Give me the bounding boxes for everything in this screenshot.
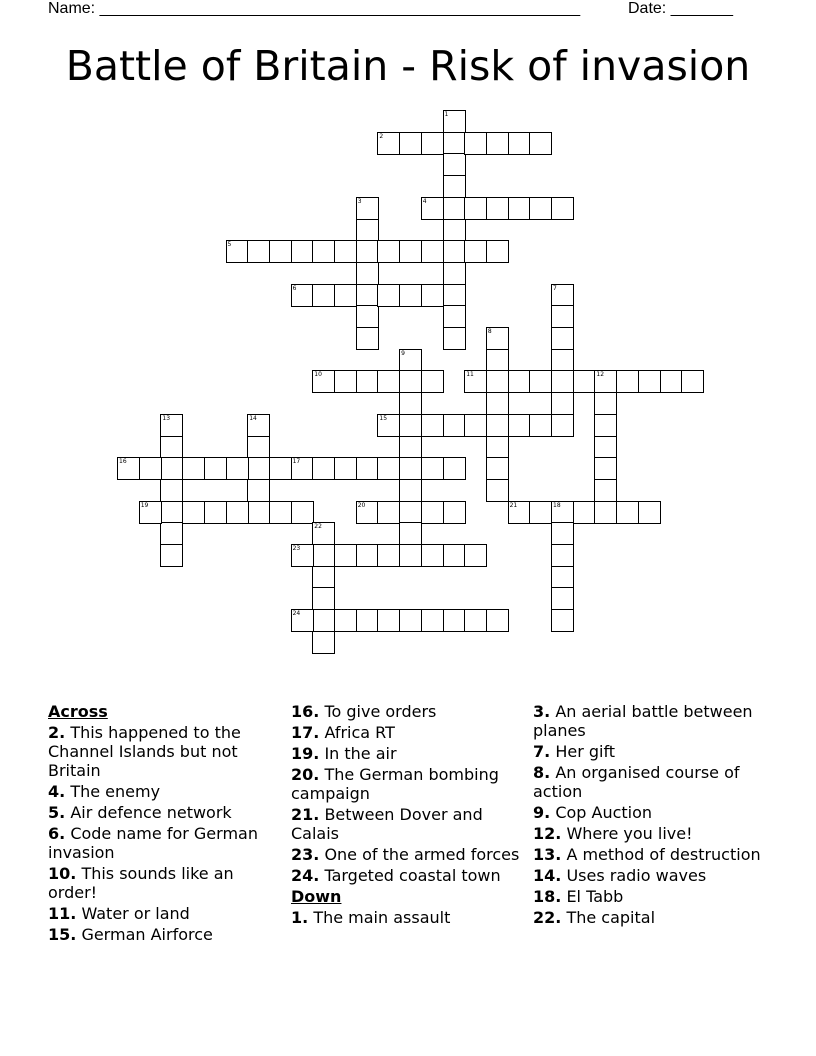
crossword-cell[interactable]	[399, 284, 422, 307]
crossword-cell[interactable]	[377, 544, 400, 567]
crossword-cell[interactable]	[529, 132, 552, 155]
crossword-cell[interactable]	[551, 566, 574, 589]
crossword-cell[interactable]	[160, 544, 183, 567]
clue-text: An organised course of action	[533, 763, 740, 801]
crossword-cell[interactable]	[377, 284, 400, 307]
crossword-cell[interactable]	[443, 197, 466, 220]
crossword-cell[interactable]	[486, 609, 509, 632]
clue-text: A method of destruction	[566, 845, 761, 864]
crossword-cell[interactable]	[464, 197, 487, 220]
crossword-cell[interactable]	[291, 240, 314, 263]
clue-text: The enemy	[70, 782, 161, 801]
crossword-cell[interactable]	[551, 587, 574, 610]
crossword-cell[interactable]	[377, 370, 400, 393]
clue-text: Where you live!	[566, 824, 693, 843]
crossword-cell[interactable]	[421, 609, 444, 632]
crossword-cell[interactable]	[312, 284, 335, 307]
name-field[interactable]: Name: ______________________________________________________	[48, 0, 581, 17]
clue-number-label: 11	[466, 371, 474, 379]
clue-number-label: 21	[509, 501, 518, 509]
crossword-cell[interactable]	[508, 370, 531, 393]
clue-text: Air defence network	[70, 803, 232, 822]
clue-across-4	[48, 782, 270, 801]
crossword-cell[interactable]	[486, 370, 509, 393]
crossword-cell[interactable]	[486, 197, 509, 220]
crossword-cell[interactable]	[312, 457, 335, 480]
crossword-cell[interactable]	[421, 240, 444, 263]
clue-text: The capital	[566, 908, 656, 927]
crossword-cell[interactable]	[616, 501, 639, 524]
clue-number: 18.	[533, 887, 562, 906]
clue-number-label: 15	[379, 414, 388, 422]
crossword-cell[interactable]	[356, 609, 379, 632]
clue-text: German Airforce	[81, 925, 213, 944]
crossword-cell[interactable]	[356, 284, 379, 307]
clue-number-label: 7	[553, 284, 557, 292]
crossword-cell[interactable]	[312, 609, 335, 632]
crossword-cell[interactable]	[551, 609, 574, 632]
crossword-cell[interactable]	[551, 349, 574, 372]
clue-number-label: 4	[422, 197, 427, 205]
crossword-cell[interactable]	[269, 240, 292, 263]
crossword-cell[interactable]	[399, 609, 422, 632]
clue-across-5	[48, 803, 270, 822]
crossword-cell[interactable]	[594, 414, 617, 437]
crossword-cell[interactable]	[573, 501, 596, 524]
crossword-cell[interactable]	[529, 197, 552, 220]
crossword-cell[interactable]	[594, 392, 617, 415]
crossword-cell[interactable]	[356, 544, 379, 567]
crossword-cell[interactable]	[204, 457, 227, 480]
clue-text: Her gift	[555, 742, 616, 761]
clue-number-label: 17	[292, 458, 301, 466]
crossword-cell[interactable]	[399, 501, 422, 524]
clue-number-label: 19	[140, 501, 149, 509]
crossword-cell[interactable]	[486, 240, 509, 263]
crossword-cell[interactable]	[443, 327, 466, 350]
crossword-cell[interactable]	[334, 457, 357, 480]
crossword-cell[interactable]	[551, 414, 574, 437]
crossword-cell[interactable]	[486, 132, 509, 155]
crossword-cell[interactable]	[399, 479, 422, 502]
clue-number: 5.	[48, 803, 66, 822]
crossword-cell[interactable]	[638, 370, 661, 393]
clue-number-label: 13	[162, 414, 171, 422]
date-field[interactable]: Date: _______	[628, 0, 733, 17]
crossword-cell[interactable]	[377, 609, 400, 632]
clue-text: This happened to the Channel Islands but not Britain	[48, 723, 241, 780]
crossword-cell[interactable]	[312, 240, 335, 263]
crossword-cell[interactable]	[551, 305, 574, 328]
clue-text: Africa RT	[324, 723, 395, 742]
down-heading: Down	[291, 887, 342, 906]
clue-across-2	[48, 723, 270, 780]
clue-across-6	[48, 824, 270, 862]
crossword-cell[interactable]	[356, 327, 379, 350]
clue-number: 2.	[48, 723, 66, 742]
crossword-cell[interactable]	[486, 457, 509, 480]
clue-text: Cop Auction	[555, 803, 653, 822]
crossword-cell[interactable]	[486, 349, 509, 372]
crossword-cell[interactable]	[464, 544, 487, 567]
crossword-cell[interactable]	[551, 392, 574, 415]
clue-number-label: 8	[487, 328, 492, 335]
clue-across-15	[48, 925, 270, 944]
crossword-cell[interactable]	[529, 370, 552, 393]
crossword-cell[interactable]	[377, 457, 400, 480]
crossword-cell[interactable]	[291, 501, 314, 524]
crossword-cell[interactable]	[443, 153, 466, 176]
clue-number-label: 24	[292, 610, 301, 618]
clue-number: 14.	[533, 866, 562, 885]
page-title: Battle of Britain - Risk of invasion	[65, 42, 751, 90]
crossword-cell[interactable]	[443, 609, 466, 632]
clue-number: 17.	[291, 723, 320, 742]
clue-number: 23.	[291, 845, 320, 864]
clue-number-label: 20	[357, 501, 366, 509]
clue-number: 6.	[48, 824, 66, 843]
crossword-cell[interactable]	[247, 436, 270, 459]
clue-across-20	[291, 765, 523, 803]
crossword-cell[interactable]	[594, 501, 617, 524]
crossword-cell[interactable]	[529, 501, 552, 524]
crossword-cell[interactable]	[681, 370, 704, 393]
clue-down-9	[533, 803, 773, 822]
crossword-cell[interactable]	[247, 457, 270, 480]
clue-number: 7.	[533, 742, 551, 761]
crossword-cell[interactable]	[421, 457, 444, 480]
crossword-cell[interactable]	[464, 609, 487, 632]
crossword-cell[interactable]	[356, 219, 379, 242]
crossword-cell[interactable]	[399, 370, 422, 393]
crossword-cell[interactable]	[551, 197, 574, 220]
crossword-cell[interactable]	[443, 284, 466, 307]
clue-across-21	[291, 805, 523, 843]
crossword-cell[interactable]	[551, 544, 574, 567]
crossword-cell[interactable]	[312, 544, 335, 567]
crossword-cell[interactable]	[356, 262, 379, 285]
clues-column-3	[533, 702, 773, 929]
crossword-cell[interactable]	[334, 284, 357, 307]
crossword-cell[interactable]	[443, 501, 466, 524]
clue-text: The main assault	[313, 908, 451, 927]
crossword-cell[interactable]	[356, 305, 379, 328]
crossword-cell[interactable]	[486, 414, 509, 437]
clues-column-1	[48, 702, 270, 946]
crossword-cell[interactable]	[399, 392, 422, 415]
crossword-cell[interactable]	[464, 132, 487, 155]
crossword-cell[interactable]	[443, 457, 466, 480]
clue-text: In the air	[324, 744, 397, 763]
clue-text: Code name for German invasion	[48, 824, 258, 862]
crossword-cell[interactable]	[660, 370, 683, 393]
clue-down-14	[533, 866, 773, 885]
crossword-cell[interactable]	[356, 240, 379, 263]
crossword-cell[interactable]	[182, 501, 205, 524]
crossword-cell[interactable]	[508, 132, 531, 155]
clue-number: 8.	[533, 763, 551, 782]
clue-number-label: 5	[227, 241, 232, 249]
clue-number-label: 16	[119, 458, 127, 466]
clue-text: Targeted coastal town	[324, 866, 501, 885]
clue-down-12	[533, 824, 773, 843]
crossword-cell[interactable]	[508, 197, 531, 220]
clue-number-label: 14	[249, 414, 257, 422]
crossword-cell[interactable]	[443, 305, 466, 328]
crossword-cell[interactable]	[356, 370, 379, 393]
clue-number-label: 2	[379, 132, 384, 140]
crossword-cell[interactable]	[160, 436, 183, 459]
clue-number-label: 12	[596, 371, 605, 379]
clue-number: 1.	[291, 908, 309, 927]
crossword-cell[interactable]	[486, 392, 509, 415]
crossword-cell[interactable]	[160, 479, 183, 502]
crossword-cell[interactable]	[551, 327, 574, 350]
crossword-cell[interactable]	[160, 522, 183, 545]
clue-number: 10.	[48, 864, 77, 883]
clue-across-23	[291, 845, 523, 864]
crossword-cell[interactable]	[529, 414, 552, 437]
clue-text: To give orders	[324, 702, 437, 721]
crossword-cell[interactable]	[443, 219, 466, 242]
crossword-cell[interactable]	[573, 370, 596, 393]
crossword-cell[interactable]	[421, 370, 444, 393]
clue-across-11	[48, 904, 270, 923]
crossword-cell[interactable]	[334, 609, 357, 632]
clue-text: The German bombing campaign	[291, 765, 499, 803]
crossword-cell[interactable]	[160, 501, 183, 524]
crossword-cell[interactable]	[399, 132, 422, 155]
clue-number: 20.	[291, 765, 320, 784]
clue-text: El Tabb	[566, 887, 624, 906]
clue-number: 13.	[533, 845, 562, 864]
crossword-cell[interactable]	[443, 175, 466, 198]
clue-number: 21.	[291, 805, 320, 824]
crossword-cell[interactable]	[312, 566, 335, 589]
clue-text: An aerial battle between planes	[533, 702, 753, 740]
crossword-cell[interactable]	[443, 240, 466, 263]
crossword-cell[interactable]	[551, 522, 574, 545]
crossword-cell[interactable]	[399, 414, 422, 437]
crossword-cell[interactable]	[638, 501, 661, 524]
clue-down-3	[533, 702, 773, 740]
clue-down-18	[533, 887, 773, 906]
crossword-cell[interactable]	[226, 457, 249, 480]
crossword-cell[interactable]	[464, 240, 487, 263]
crossword-cell[interactable]	[421, 132, 444, 155]
clue-down-7	[533, 742, 773, 761]
clue-text: This sounds like an order!	[48, 864, 234, 902]
clue-number-label: 1	[444, 111, 449, 118]
crossword-cell[interactable]	[594, 436, 617, 459]
crossword-cell[interactable]	[247, 479, 270, 502]
crossword-cell[interactable]	[464, 414, 487, 437]
clue-number: 12.	[533, 824, 562, 843]
clue-number: 3.	[533, 702, 551, 721]
crossword-cell[interactable]	[399, 240, 422, 263]
clue-down-22	[533, 908, 773, 927]
crossword-cell[interactable]	[443, 544, 466, 567]
clue-number: 24.	[291, 866, 320, 885]
clue-across-16	[291, 702, 523, 721]
clue-text: Uses radio waves	[566, 866, 707, 885]
clue-across-19	[291, 744, 523, 763]
crossword-cell[interactable]	[269, 457, 292, 480]
crossword-cell[interactable]	[269, 501, 292, 524]
crossword-cell[interactable]	[139, 457, 162, 480]
crossword-cell[interactable]	[594, 457, 617, 480]
crossword-cell[interactable]	[551, 370, 574, 393]
clue-down-1	[291, 908, 523, 927]
crossword-cell[interactable]	[377, 240, 400, 263]
clue-number: 9.	[533, 803, 551, 822]
clue-text: Water or land	[81, 904, 190, 923]
crossword-cell[interactable]	[356, 457, 379, 480]
clue-down-13	[533, 845, 773, 864]
crossword-cell[interactable]	[334, 370, 357, 393]
crossword-cell[interactable]	[594, 479, 617, 502]
clue-number: 4.	[48, 782, 66, 801]
clue-number-label: 23	[292, 545, 301, 552]
crossword-cell[interactable]	[399, 436, 422, 459]
clue-number-label: 18	[553, 501, 561, 509]
crossword-cell[interactable]	[616, 370, 639, 393]
crossword-cell[interactable]	[204, 501, 227, 524]
crossword-cell[interactable]	[508, 414, 531, 437]
crossword-cell[interactable]	[377, 501, 400, 524]
crossword-cell[interactable]	[443, 132, 466, 155]
crossword-cell[interactable]	[421, 501, 444, 524]
clue-across-10	[48, 864, 270, 902]
crossword-cell[interactable]	[247, 240, 270, 263]
crossword-cell[interactable]	[226, 501, 249, 524]
crossword-cell[interactable]	[421, 544, 444, 567]
clue-text: One of the armed forces	[324, 845, 520, 864]
crossword-cell[interactable]	[399, 457, 422, 480]
clue-text: Between Dover and Calais	[291, 805, 483, 843]
crossword-cell[interactable]	[443, 414, 466, 437]
clue-number-label: 3	[357, 197, 362, 205]
crossword-cell[interactable]	[443, 262, 466, 285]
clue-across-17	[291, 723, 523, 742]
crossword-cell[interactable]	[182, 457, 205, 480]
clue-number-label: 9	[401, 349, 405, 357]
clue-across-24	[291, 866, 523, 885]
crossword-cell[interactable]	[334, 544, 357, 567]
clue-number-label: 10	[314, 371, 322, 379]
crossword-cell[interactable]	[312, 587, 335, 610]
crossword-cell[interactable]	[421, 284, 444, 307]
crossword-cell[interactable]	[399, 522, 422, 545]
clue-number: 22.	[533, 908, 562, 927]
crossword-cell[interactable]	[421, 414, 444, 437]
crossword-cell[interactable]	[160, 457, 183, 480]
across-heading: Across	[48, 702, 108, 721]
crossword-cell[interactable]	[486, 479, 509, 502]
clue-down-8	[533, 763, 773, 801]
crossword-cell[interactable]	[247, 501, 270, 524]
clue-number-label: 22	[314, 523, 322, 531]
clue-number: 19.	[291, 744, 320, 763]
crossword-cell[interactable]	[312, 631, 335, 654]
crossword-cell[interactable]	[399, 544, 422, 567]
crossword-cell[interactable]	[486, 436, 509, 459]
clue-number: 11.	[48, 904, 77, 923]
clue-number: 15.	[48, 925, 77, 944]
clue-number: 16.	[291, 702, 320, 721]
crossword-cell[interactable]	[334, 240, 357, 263]
clues-column-2	[291, 702, 523, 929]
clue-number-label: 6	[292, 284, 297, 292]
